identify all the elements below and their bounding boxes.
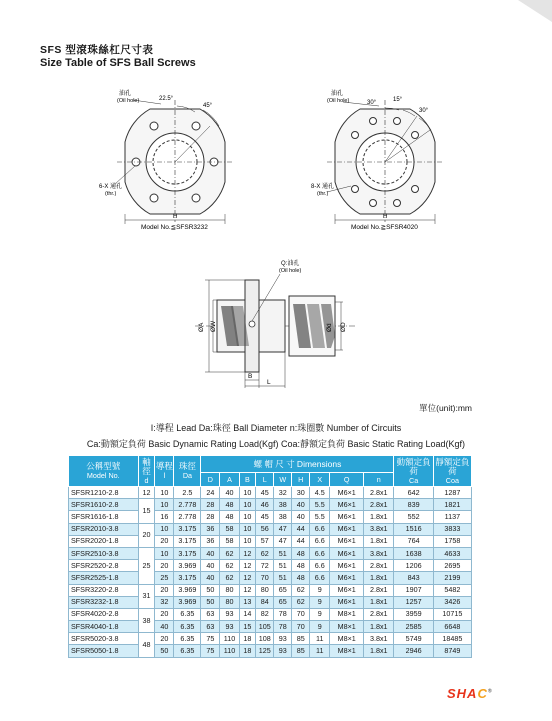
cell-model: SFSR3232-1.8 bbox=[69, 596, 139, 608]
cell-coa: 1758 bbox=[433, 535, 471, 547]
cell-n: 1.8x1 bbox=[364, 572, 394, 584]
cell-W: 93 bbox=[274, 645, 292, 657]
table-row bbox=[69, 572, 472, 584]
cell-coa: 4633 bbox=[433, 547, 471, 559]
cell-W: 78 bbox=[274, 608, 292, 620]
angle-label: 22.5° bbox=[159, 96, 174, 102]
cell-coa: 1137 bbox=[433, 511, 471, 523]
header-shaft-diameter: 軸徑 d bbox=[138, 456, 155, 487]
cell-X: 9 bbox=[310, 584, 330, 596]
cell-D: 28 bbox=[201, 499, 220, 511]
cell-Q: M6×1 bbox=[330, 535, 364, 547]
cell-n: 1.8x1 bbox=[364, 645, 394, 657]
cell-L: 108 bbox=[256, 633, 274, 645]
cell-D: 63 bbox=[201, 621, 220, 633]
cell-n: 1.8x1 bbox=[364, 511, 394, 523]
cell-W: 47 bbox=[274, 535, 292, 547]
cell-H: 48 bbox=[292, 572, 310, 584]
header-X: X bbox=[310, 473, 330, 487]
cell-D: 36 bbox=[201, 523, 220, 535]
flange-drawing-8-hole bbox=[305, 86, 465, 231]
oil-hole-q-label-en: (Oil hole) bbox=[279, 268, 302, 274]
cell-Q: M6×1 bbox=[330, 547, 364, 559]
cell-L: 84 bbox=[256, 596, 274, 608]
cell-L: 70 bbox=[256, 572, 274, 584]
cell-coa: 5482 bbox=[433, 584, 471, 596]
cell-coa: 2695 bbox=[433, 560, 471, 572]
oil-hole-label-cn: 油孔 bbox=[119, 91, 132, 97]
cell-B: 12 bbox=[239, 547, 256, 559]
cell-model: SFSR4040-1.8 bbox=[69, 621, 139, 633]
cell-da: 6.35 bbox=[174, 633, 201, 645]
header-lead: 導程 l bbox=[155, 456, 174, 487]
cell-A: 93 bbox=[220, 608, 239, 620]
cell-W: 51 bbox=[274, 547, 292, 559]
cell-L: 125 bbox=[256, 645, 274, 657]
cell-B: 10 bbox=[239, 523, 256, 535]
title-cn: SFS 型滾珠絲杠尺寸表 bbox=[40, 44, 154, 56]
cell-L: 80 bbox=[256, 584, 274, 596]
cell-H: 70 bbox=[292, 608, 310, 620]
cell-X: 9 bbox=[310, 596, 330, 608]
cell-da: 3.969 bbox=[174, 584, 201, 596]
cell-n: 1.8x1 bbox=[364, 535, 394, 547]
cell-model: SFSR2525-1.8 bbox=[69, 572, 139, 584]
cell-l: 10 bbox=[155, 487, 174, 499]
cell-Q: M8×1 bbox=[330, 608, 364, 620]
cell-A: 62 bbox=[220, 547, 239, 559]
cell-L: 72 bbox=[256, 560, 274, 572]
header-L: L bbox=[256, 473, 274, 487]
cell-B: 15 bbox=[239, 621, 256, 633]
cell-L: 82 bbox=[256, 608, 274, 620]
oil-hole-label-en: (Oil hole) bbox=[327, 98, 350, 104]
cell-ca: 3959 bbox=[394, 608, 433, 620]
table-row bbox=[69, 547, 472, 559]
dim-w-label: ØW bbox=[210, 320, 217, 332]
cell-B: 12 bbox=[239, 584, 256, 596]
cell-da: 3.175 bbox=[174, 572, 201, 584]
dim-dd-label: ØD bbox=[340, 322, 347, 332]
cell-B: 18 bbox=[239, 633, 256, 645]
cell-W: 51 bbox=[274, 572, 292, 584]
table-row bbox=[69, 645, 472, 657]
cell-H: 85 bbox=[292, 633, 310, 645]
dim-h-label: H bbox=[383, 214, 388, 220]
cell-A: 62 bbox=[220, 560, 239, 572]
header-dimensions: 螺 帽 尺 寸 Dimensions bbox=[201, 456, 394, 473]
cell-H: 62 bbox=[292, 584, 310, 596]
cell-B: 10 bbox=[239, 499, 256, 511]
cell-coa: 10715 bbox=[433, 608, 471, 620]
cell-l: 10 bbox=[155, 499, 174, 511]
table-row bbox=[69, 499, 472, 511]
cell-ca: 642 bbox=[394, 487, 433, 499]
table-row bbox=[69, 523, 472, 535]
cell-B: 10 bbox=[239, 487, 256, 499]
page-corner bbox=[518, 0, 552, 22]
cell-coa: 2199 bbox=[433, 572, 471, 584]
cell-D: 40 bbox=[201, 560, 220, 572]
holes-label-cn: 6-X 通孔 bbox=[99, 184, 123, 190]
cell-Q: M6×1 bbox=[330, 596, 364, 608]
legend-line-2: Ca:動額定負荷 Basic Dynamic Rating Load(Kgf) Coa:靜額定負荷 Basic Static Rating Load(Kgf) bbox=[86, 439, 466, 449]
cell-coa: 6648 bbox=[433, 621, 471, 633]
cell-Q: M8×1 bbox=[330, 633, 364, 645]
cell-X: 6.6 bbox=[310, 547, 330, 559]
size-table bbox=[68, 455, 472, 658]
cell-L: 57 bbox=[256, 535, 274, 547]
dim-b-label: B bbox=[248, 373, 253, 380]
cell-da: 2.778 bbox=[174, 499, 201, 511]
cell-l: 20 bbox=[155, 608, 174, 620]
cell-H: 44 bbox=[292, 535, 310, 547]
cell-B: 12 bbox=[239, 572, 256, 584]
dim-l-label: L bbox=[267, 379, 271, 386]
table-row bbox=[69, 633, 472, 645]
cell-model: SFSR2010-3.8 bbox=[69, 523, 139, 535]
cell-da: 6.35 bbox=[174, 621, 201, 633]
flange-drawing-6-hole bbox=[95, 86, 255, 231]
cell-ca: 552 bbox=[394, 511, 433, 523]
cell-H: 30 bbox=[292, 487, 310, 499]
cell-ca: 843 bbox=[394, 572, 433, 584]
shac-logo: SHAC® bbox=[447, 686, 493, 701]
header-W: W bbox=[274, 473, 292, 487]
table-row bbox=[69, 596, 472, 608]
cell-L: 105 bbox=[256, 621, 274, 633]
cell-B: 13 bbox=[239, 596, 256, 608]
model-note: Model No.≦SFSR3232 bbox=[141, 224, 208, 231]
cell-X: 4.5 bbox=[310, 487, 330, 499]
cell-W: 51 bbox=[274, 560, 292, 572]
cell-model: SFSR4020-2.8 bbox=[69, 608, 139, 620]
cell-A: 62 bbox=[220, 572, 239, 584]
cell-n: 3.8x1 bbox=[364, 547, 394, 559]
cell-l: 20 bbox=[155, 560, 174, 572]
header-n: n bbox=[364, 473, 394, 487]
cell-da: 3.175 bbox=[174, 535, 201, 547]
cell-D: 24 bbox=[201, 487, 220, 499]
cell-shaft-diameter: 12 bbox=[138, 487, 155, 499]
cell-A: 58 bbox=[220, 523, 239, 535]
cell-X: 11 bbox=[310, 633, 330, 645]
cell-da: 6.35 bbox=[174, 645, 201, 657]
cell-A: 110 bbox=[220, 633, 239, 645]
cell-model: SFSR2510-3.8 bbox=[69, 547, 139, 559]
angle-label: 15° bbox=[393, 97, 403, 103]
cell-coa: 3426 bbox=[433, 596, 471, 608]
model-note: Model No.≧SFSR4020 bbox=[351, 224, 418, 231]
cell-l: 50 bbox=[155, 645, 174, 657]
cell-ca: 839 bbox=[394, 499, 433, 511]
cell-da: 2.5 bbox=[174, 487, 201, 499]
cell-l: 25 bbox=[155, 572, 174, 584]
cell-H: 70 bbox=[292, 621, 310, 633]
cell-coa: 8749 bbox=[433, 645, 471, 657]
cell-l: 40 bbox=[155, 621, 174, 633]
cell-shaft-diameter: 48 bbox=[138, 633, 155, 657]
header-static-load: 靜額定負荷 Coa bbox=[433, 456, 471, 487]
cell-D: 63 bbox=[201, 608, 220, 620]
cell-da: 3.969 bbox=[174, 560, 201, 572]
cell-L: 45 bbox=[256, 487, 274, 499]
cell-shaft-diameter: 25 bbox=[138, 547, 155, 584]
unit-label: 單位(unit):mm bbox=[419, 403, 472, 413]
holes-label-cn: 8-X 通孔 bbox=[311, 184, 335, 190]
cell-D: 40 bbox=[201, 572, 220, 584]
cell-ca: 1638 bbox=[394, 547, 433, 559]
cell-L: 56 bbox=[256, 523, 274, 535]
header-model: 公稱型號 Model No. bbox=[69, 456, 139, 487]
header-D: D bbox=[201, 473, 220, 487]
cell-A: 48 bbox=[220, 511, 239, 523]
cell-da: 3.175 bbox=[174, 547, 201, 559]
title-en: Size Table of SFS Ball Screws bbox=[40, 57, 196, 69]
cell-L: 46 bbox=[256, 499, 274, 511]
cell-model: SFSR1210-2.8 bbox=[69, 487, 139, 499]
table-row bbox=[69, 535, 472, 547]
holes-label-en: (thr.) bbox=[105, 191, 117, 197]
cell-H: 40 bbox=[292, 511, 310, 523]
cell-W: 93 bbox=[274, 633, 292, 645]
cell-ca: 1516 bbox=[394, 523, 433, 535]
oil-hole-label-cn: 油孔 bbox=[331, 91, 344, 97]
oil-hole-q-label: Q:油孔 bbox=[281, 261, 300, 267]
table-row bbox=[69, 584, 472, 596]
cell-model: SFSR2520-2.8 bbox=[69, 560, 139, 572]
cell-B: 14 bbox=[239, 608, 256, 620]
cell-D: 75 bbox=[201, 645, 220, 657]
cell-da: 3.175 bbox=[174, 523, 201, 535]
cell-W: 47 bbox=[274, 523, 292, 535]
cell-B: 18 bbox=[239, 645, 256, 657]
cell-ca: 1206 bbox=[394, 560, 433, 572]
cell-H: 85 bbox=[292, 645, 310, 657]
cell-shaft-diameter: 20 bbox=[138, 523, 155, 547]
cell-l: 20 bbox=[155, 633, 174, 645]
cell-B: 10 bbox=[239, 511, 256, 523]
angle-label: 45° bbox=[203, 103, 213, 109]
cell-model: SFSR5050-1.8 bbox=[69, 645, 139, 657]
header-H: H bbox=[292, 473, 310, 487]
table-row bbox=[69, 511, 472, 523]
cell-D: 36 bbox=[201, 535, 220, 547]
cell-coa: 1821 bbox=[433, 499, 471, 511]
cell-H: 62 bbox=[292, 596, 310, 608]
cell-A: 80 bbox=[220, 596, 239, 608]
cell-Q: M8×1 bbox=[330, 621, 364, 633]
cell-n: 2.8x1 bbox=[364, 584, 394, 596]
side-section-drawing bbox=[185, 256, 365, 391]
cell-ca: 2585 bbox=[394, 621, 433, 633]
cell-X: 6.6 bbox=[310, 535, 330, 547]
cell-model: SFSR3220-2.8 bbox=[69, 584, 139, 596]
table-row bbox=[69, 560, 472, 572]
cell-W: 38 bbox=[274, 499, 292, 511]
cell-D: 75 bbox=[201, 633, 220, 645]
header-ball-diameter: 珠徑 Da bbox=[174, 456, 201, 487]
cell-A: 40 bbox=[220, 487, 239, 499]
cell-coa: 3833 bbox=[433, 523, 471, 535]
cell-n: 3.8x1 bbox=[364, 523, 394, 535]
cell-L: 45 bbox=[256, 511, 274, 523]
cell-shaft-diameter: 15 bbox=[138, 499, 155, 523]
cell-D: 50 bbox=[201, 584, 220, 596]
cell-n: 1.8x1 bbox=[364, 621, 394, 633]
cell-H: 40 bbox=[292, 499, 310, 511]
cell-da: 6.35 bbox=[174, 608, 201, 620]
cell-X: 5.5 bbox=[310, 511, 330, 523]
table-row bbox=[69, 608, 472, 620]
cell-model: SFSR1610-2.8 bbox=[69, 499, 139, 511]
cell-A: 58 bbox=[220, 535, 239, 547]
cell-da: 2.778 bbox=[174, 511, 201, 523]
cell-n: 2.8x1 bbox=[364, 487, 394, 499]
cell-ca: 764 bbox=[394, 535, 433, 547]
cell-Q: M6×1 bbox=[330, 523, 364, 535]
size-table-body bbox=[69, 487, 472, 658]
cell-X: 6.6 bbox=[310, 523, 330, 535]
cell-W: 65 bbox=[274, 596, 292, 608]
header-B: B bbox=[239, 473, 256, 487]
cell-H: 44 bbox=[292, 523, 310, 535]
cell-coa: 18485 bbox=[433, 633, 471, 645]
cell-l: 16 bbox=[155, 511, 174, 523]
cell-ca: 1257 bbox=[394, 596, 433, 608]
cell-Q: M6×1 bbox=[330, 487, 364, 499]
cell-D: 28 bbox=[201, 511, 220, 523]
cell-l: 20 bbox=[155, 584, 174, 596]
cell-X: 6.6 bbox=[310, 560, 330, 572]
cell-l: 10 bbox=[155, 547, 174, 559]
dim-h-label: H bbox=[173, 214, 178, 220]
cell-A: 110 bbox=[220, 645, 239, 657]
table-row bbox=[69, 621, 472, 633]
cell-l: 20 bbox=[155, 535, 174, 547]
dim-a-label: ØA bbox=[198, 322, 205, 332]
header-A: A bbox=[220, 473, 239, 487]
legend-line-1: I:導程 Lead Da:珠徑 Ball Diameter n:珠圈數 Number of Circuits bbox=[150, 423, 402, 433]
cell-model: SFSR2020-1.8 bbox=[69, 535, 139, 547]
cell-Q: M6×1 bbox=[330, 560, 364, 572]
cell-Q: M6×1 bbox=[330, 499, 364, 511]
cell-l: 10 bbox=[155, 523, 174, 535]
angle-label: 30° bbox=[419, 108, 429, 114]
cell-H: 48 bbox=[292, 547, 310, 559]
cell-Q: M8×1 bbox=[330, 645, 364, 657]
cell-X: 5.5 bbox=[310, 499, 330, 511]
cell-X: 6.6 bbox=[310, 572, 330, 584]
cell-Q: M6×1 bbox=[330, 584, 364, 596]
cell-L: 62 bbox=[256, 547, 274, 559]
cell-W: 78 bbox=[274, 621, 292, 633]
cell-shaft-diameter: 38 bbox=[138, 608, 155, 632]
table-row bbox=[69, 487, 472, 499]
cell-n: 2.8x1 bbox=[364, 560, 394, 572]
cell-model: SFSR5020-3.8 bbox=[69, 633, 139, 645]
cell-ca: 2946 bbox=[394, 645, 433, 657]
cell-W: 32 bbox=[274, 487, 292, 499]
cell-A: 48 bbox=[220, 499, 239, 511]
cell-n: 1.8x1 bbox=[364, 596, 394, 608]
cell-W: 65 bbox=[274, 584, 292, 596]
cell-Q: M6×1 bbox=[330, 511, 364, 523]
cell-l: 32 bbox=[155, 596, 174, 608]
header-dynamic-load: 動額定負荷 Ca bbox=[394, 456, 433, 487]
holes-label-en: (thr.) bbox=[317, 191, 329, 197]
cell-H: 48 bbox=[292, 560, 310, 572]
angle-label: 30° bbox=[367, 100, 377, 106]
header-Q: Q bbox=[330, 473, 364, 487]
cell-X: 9 bbox=[310, 621, 330, 633]
cell-ca: 5749 bbox=[394, 633, 433, 645]
cell-ca: 1907 bbox=[394, 584, 433, 596]
cell-D: 50 bbox=[201, 596, 220, 608]
cell-W: 38 bbox=[274, 511, 292, 523]
cell-n: 2.8x1 bbox=[364, 608, 394, 620]
cell-A: 80 bbox=[220, 584, 239, 596]
cell-D: 40 bbox=[201, 547, 220, 559]
oil-hole-label-en: (Oil hole) bbox=[117, 98, 140, 104]
dim-d-label: Ød bbox=[326, 323, 333, 332]
cell-n: 2.8x1 bbox=[364, 499, 394, 511]
cell-coa: 1287 bbox=[433, 487, 471, 499]
cell-B: 12 bbox=[239, 560, 256, 572]
cell-X: 11 bbox=[310, 645, 330, 657]
cell-X: 9 bbox=[310, 608, 330, 620]
cell-shaft-diameter: 31 bbox=[138, 584, 155, 608]
cell-n: 3.8x1 bbox=[364, 633, 394, 645]
cell-B: 10 bbox=[239, 535, 256, 547]
cell-Q: M6×1 bbox=[330, 572, 364, 584]
cell-da: 3.969 bbox=[174, 596, 201, 608]
cell-model: SFSR1616-1.8 bbox=[69, 511, 139, 523]
cell-A: 93 bbox=[220, 621, 239, 633]
